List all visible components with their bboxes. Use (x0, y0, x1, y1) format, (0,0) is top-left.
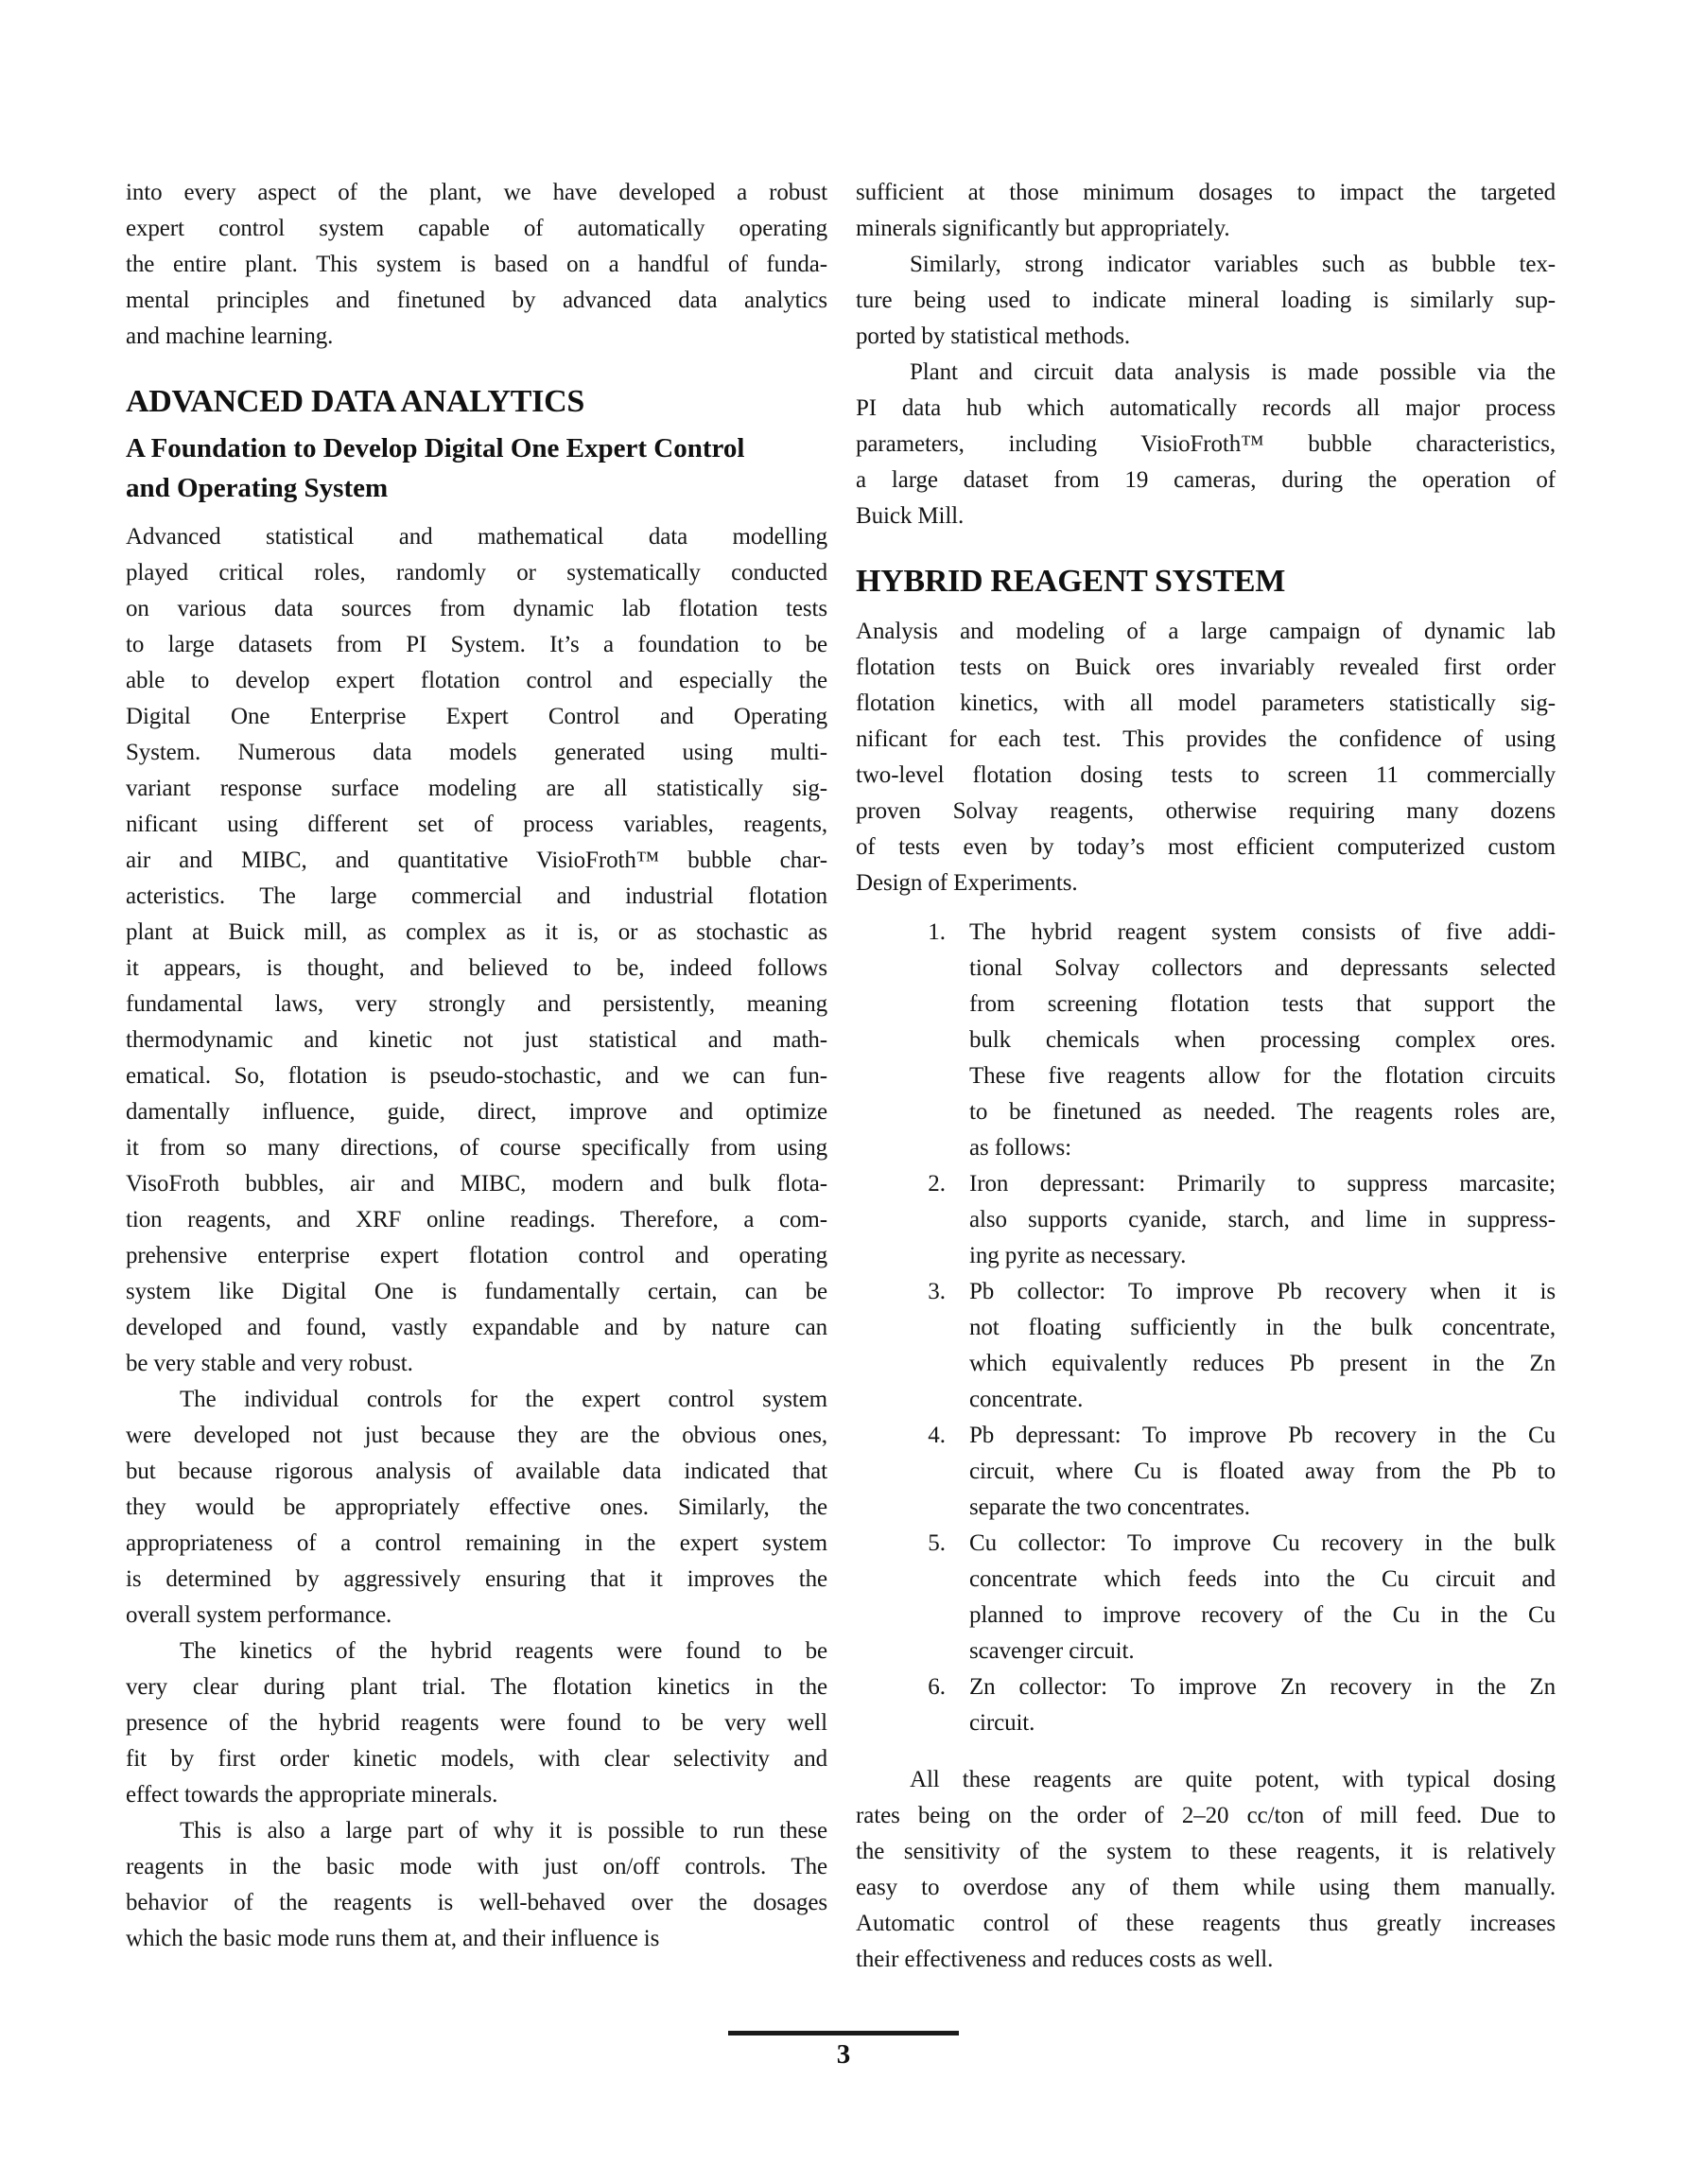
text-line: their effectiveness and reduces costs as well. (856, 1947, 1274, 1972)
text-line: on various data sources from dynamic lab flotation tests (126, 596, 827, 621)
paragraph (856, 614, 1556, 901)
text-line: Pb depressant: To improve Pb recovery in the Cu (969, 1423, 1556, 1448)
text-line: it from so many directions, of course specifically from using (126, 1135, 827, 1161)
list-item (856, 1526, 1556, 1669)
list-item (856, 1274, 1556, 1418)
text-line: nificant for each test. This provides the confidence of using (856, 726, 1556, 752)
text-line: easy to overdose any of them while using them manually. (856, 1875, 1556, 1900)
text-line: overall system performance. (126, 1602, 392, 1628)
text-line: planned to improve recovery of the Cu in the Cu (969, 1602, 1556, 1628)
list-item-number: 2. (928, 1171, 946, 1197)
text-line: tional Solvay collectors and depressants selected (969, 955, 1556, 981)
text-line: prehensive enterprise expert flotation control and operating (126, 1243, 827, 1268)
section-heading: HYBRID REAGENT SYSTEM (856, 564, 1286, 599)
text-line: and machine learning. (126, 323, 334, 349)
paragraph (126, 1634, 827, 1813)
text-line: parameters, including VisioFroth™ bubble characteristics, (856, 431, 1556, 457)
footer-rule (728, 2031, 959, 2035)
subsection-heading (126, 428, 827, 508)
text-line: of tests even by today’s most efficient computerized custom (856, 834, 1556, 860)
text-line: to large datasets from PI System. It’s a foundation to be (126, 632, 827, 657)
text-line: All these reagents are quite potent, with typical dosing (910, 1767, 1556, 1792)
text-line: system like Digital One is fundamentally certain, can be (126, 1279, 827, 1304)
paragraph (856, 1762, 1556, 1978)
text-line: proven Solvay reagents, otherwise requiring many dozens (856, 798, 1556, 824)
text-line: appropriateness of a control remaining in the expert system (126, 1530, 827, 1556)
text-line: also supports cyanide, starch, and lime in suppress- (969, 1207, 1556, 1232)
text-line: flotation kinetics, with all model parameters statistically sig- (856, 690, 1556, 716)
text-line: tion reagents, and XRF online readings. Therefore, a com- (126, 1207, 827, 1232)
list-item-number: 4. (928, 1423, 946, 1448)
text-line: reagents in the basic mode with just on/off controls. The (126, 1854, 827, 1879)
text-line: able to develop expert flotation control and especially the (126, 668, 827, 693)
text-line: Plant and circuit data analysis is made possible via the (910, 359, 1556, 385)
text-line: air and MIBC, and quantitative VisioFroth™ bubble char- (126, 847, 827, 873)
text-line: flotation tests on Buick ores invariably revealed first order (856, 655, 1556, 680)
text-line: into every aspect of the plant, we have developed a robust (126, 180, 827, 205)
text-line: concentrate. (969, 1387, 1084, 1412)
text-line: they would be appropriately effective ones. Similarly, the (126, 1494, 827, 1520)
text-line: is determined by aggressively ensuring that it improves the (126, 1566, 827, 1592)
text-line: expert control system capable of automatically operating (126, 216, 827, 241)
list-item-number: 3. (928, 1279, 946, 1304)
text-line: This is also a large part of why it is possible to run these (180, 1818, 827, 1843)
list-item (856, 1669, 1556, 1741)
text-line: two-level flotation dosing tests to screen 11 commercially (856, 762, 1556, 788)
paragraph (856, 175, 1556, 247)
text-line: acteristics. The large commercial and industrial flotation (126, 883, 827, 909)
text-line: the sensitivity of the system to these reagents, it is relatively (856, 1839, 1556, 1864)
text-line: Buick Mill. (856, 503, 965, 529)
paragraph (126, 519, 827, 1382)
subsection-heading-line: A Foundation to Develop Digital One Expert Control (126, 433, 745, 463)
text-line: Design of Experiments. (856, 870, 1078, 896)
text-line: were developed not just because they are the obvious ones, (126, 1423, 827, 1448)
page-number: 3 (836, 2039, 851, 2070)
list-item (856, 915, 1556, 1166)
text-line: Iron depressant: Primarily to suppress marcasite; (969, 1171, 1556, 1197)
text-line: not floating sufficiently in the bulk concentrate, (969, 1315, 1556, 1340)
paragraph (126, 175, 827, 355)
text-line: it appears, is thought, and believed to be, indeed follows (126, 955, 827, 981)
text-line: The individual controls for the expert control system (180, 1387, 827, 1412)
text-line: fit by first order kinetic models, with clear selectivity and (126, 1746, 827, 1772)
right-column (856, 175, 1556, 1978)
text-line: ing pyrite as necessary. (969, 1243, 1187, 1268)
text-line: behavior of the reagents is well-behaved over the dosages (126, 1890, 827, 1915)
text-line: the entire plant. This system is based on a handful of funda- (126, 252, 827, 277)
text-line: as follows: (969, 1135, 1071, 1161)
paragraph (126, 1382, 827, 1634)
text-line: but because rigorous analysis of available data indicated that (126, 1459, 827, 1484)
text-line: sufficient at those minimum dosages to impact the targeted (856, 180, 1556, 205)
text-line: thermodynamic and kinetic not just statistical and math- (126, 1027, 827, 1053)
text-line: be very stable and very robust. (126, 1351, 413, 1376)
text-line: circuit. (969, 1710, 1035, 1736)
text-line: System. Numerous data models generated using multi- (126, 740, 827, 765)
text-line: Zn collector: To improve Zn recovery in the Zn (969, 1674, 1556, 1700)
text-line: minerals significantly but appropriately. (856, 216, 1230, 241)
list-item-number: 6. (928, 1674, 946, 1700)
subsection-heading-line: and Operating System (126, 473, 389, 503)
text-line: variant response surface modeling are all statistically sig- (126, 776, 827, 801)
text-line: Advanced statistical and mathematical data modelling (126, 524, 827, 550)
text-line: which the basic mode runs them at, and their influence is (126, 1926, 660, 1951)
text-line: ture being used to indicate mineral loading is similarly sup- (856, 288, 1556, 313)
numbered-list (856, 915, 1556, 1741)
text-line: effect towards the appropriate minerals. (126, 1782, 498, 1808)
list-item (856, 1418, 1556, 1526)
text-line: nificant using different set of process variables, reagents, (126, 812, 827, 837)
text-line: separate the two concentrates. (969, 1494, 1250, 1520)
text-line: Pb collector: To improve Pb recovery when it is (969, 1279, 1556, 1304)
text-line: ported by statistical methods. (856, 323, 1131, 349)
text-line: Similarly, strong indicator variables such as bubble tex- (910, 252, 1556, 277)
section-heading: ADVANCED DATA ANALYTICS (126, 384, 584, 419)
text-line: fundamental laws, very strongly and persistently, meaning (126, 991, 827, 1017)
list-item-number: 1. (928, 919, 946, 945)
text-line: developed and found, vastly expandable and by nature can (126, 1315, 827, 1340)
list-item (856, 1166, 1556, 1274)
text-line: which equivalently reduces Pb present in the Zn (969, 1351, 1556, 1376)
text-line: circuit, where Cu is floated away from the Pb to (969, 1459, 1556, 1484)
text-line: The kinetics of the hybrid reagents were found to be (180, 1638, 827, 1664)
text-line: PI data hub which automatically records all major process (856, 395, 1556, 421)
text-line: These five reagents allow for the flotation circuits (969, 1063, 1556, 1089)
text-line: from screening flotation tests that support the (969, 991, 1556, 1017)
text-line: ematical. So, flotation is pseudo-stochastic, and we can fun- (126, 1063, 827, 1089)
paragraph (856, 247, 1556, 355)
text-line: bulk chemicals when processing complex ores. (969, 1027, 1556, 1053)
left-column (126, 175, 827, 1957)
text-line: Automatic control of these reagents thus greatly increases (856, 1911, 1556, 1936)
paragraph (126, 1813, 827, 1957)
text-line: Analysis and modeling of a large campaign of dynamic lab (856, 619, 1556, 644)
text-line: concentrate which feeds into the Cu circuit and (969, 1566, 1556, 1592)
text-line: Digital One Enterprise Expert Control and Operating (126, 704, 827, 729)
text-line: scavenger circuit. (969, 1638, 1135, 1664)
text-line: plant at Buick mill, as complex as it is, or as stochastic as (126, 919, 827, 945)
text-line: mental principles and finetuned by advanced data analytics (126, 288, 827, 313)
text-line: VisoFroth bubbles, air and MIBC, modern and bulk flota- (126, 1171, 827, 1197)
text-line: played critical roles, randomly or systematically conducted (126, 560, 827, 585)
text-line: rates being on the order of 2–20 cc/ton of mill feed. Due to (856, 1803, 1556, 1828)
text-line: The hybrid reagent system consists of five addi- (969, 919, 1556, 945)
text-line: damentally influence, guide, direct, improve and optimize (126, 1099, 827, 1125)
list-item-number: 5. (928, 1530, 946, 1556)
text-line: to be finetuned as needed. The reagents roles are, (969, 1099, 1556, 1125)
text-line: a large dataset from 19 cameras, during the operation of (856, 467, 1556, 493)
text-line: presence of the hybrid reagents were found to be very well (126, 1710, 827, 1736)
text-line: very clear during plant trial. The flotation kinetics in the (126, 1674, 827, 1700)
text-line: Cu collector: To improve Cu recovery in the bulk (969, 1530, 1556, 1556)
paragraph (856, 355, 1556, 534)
